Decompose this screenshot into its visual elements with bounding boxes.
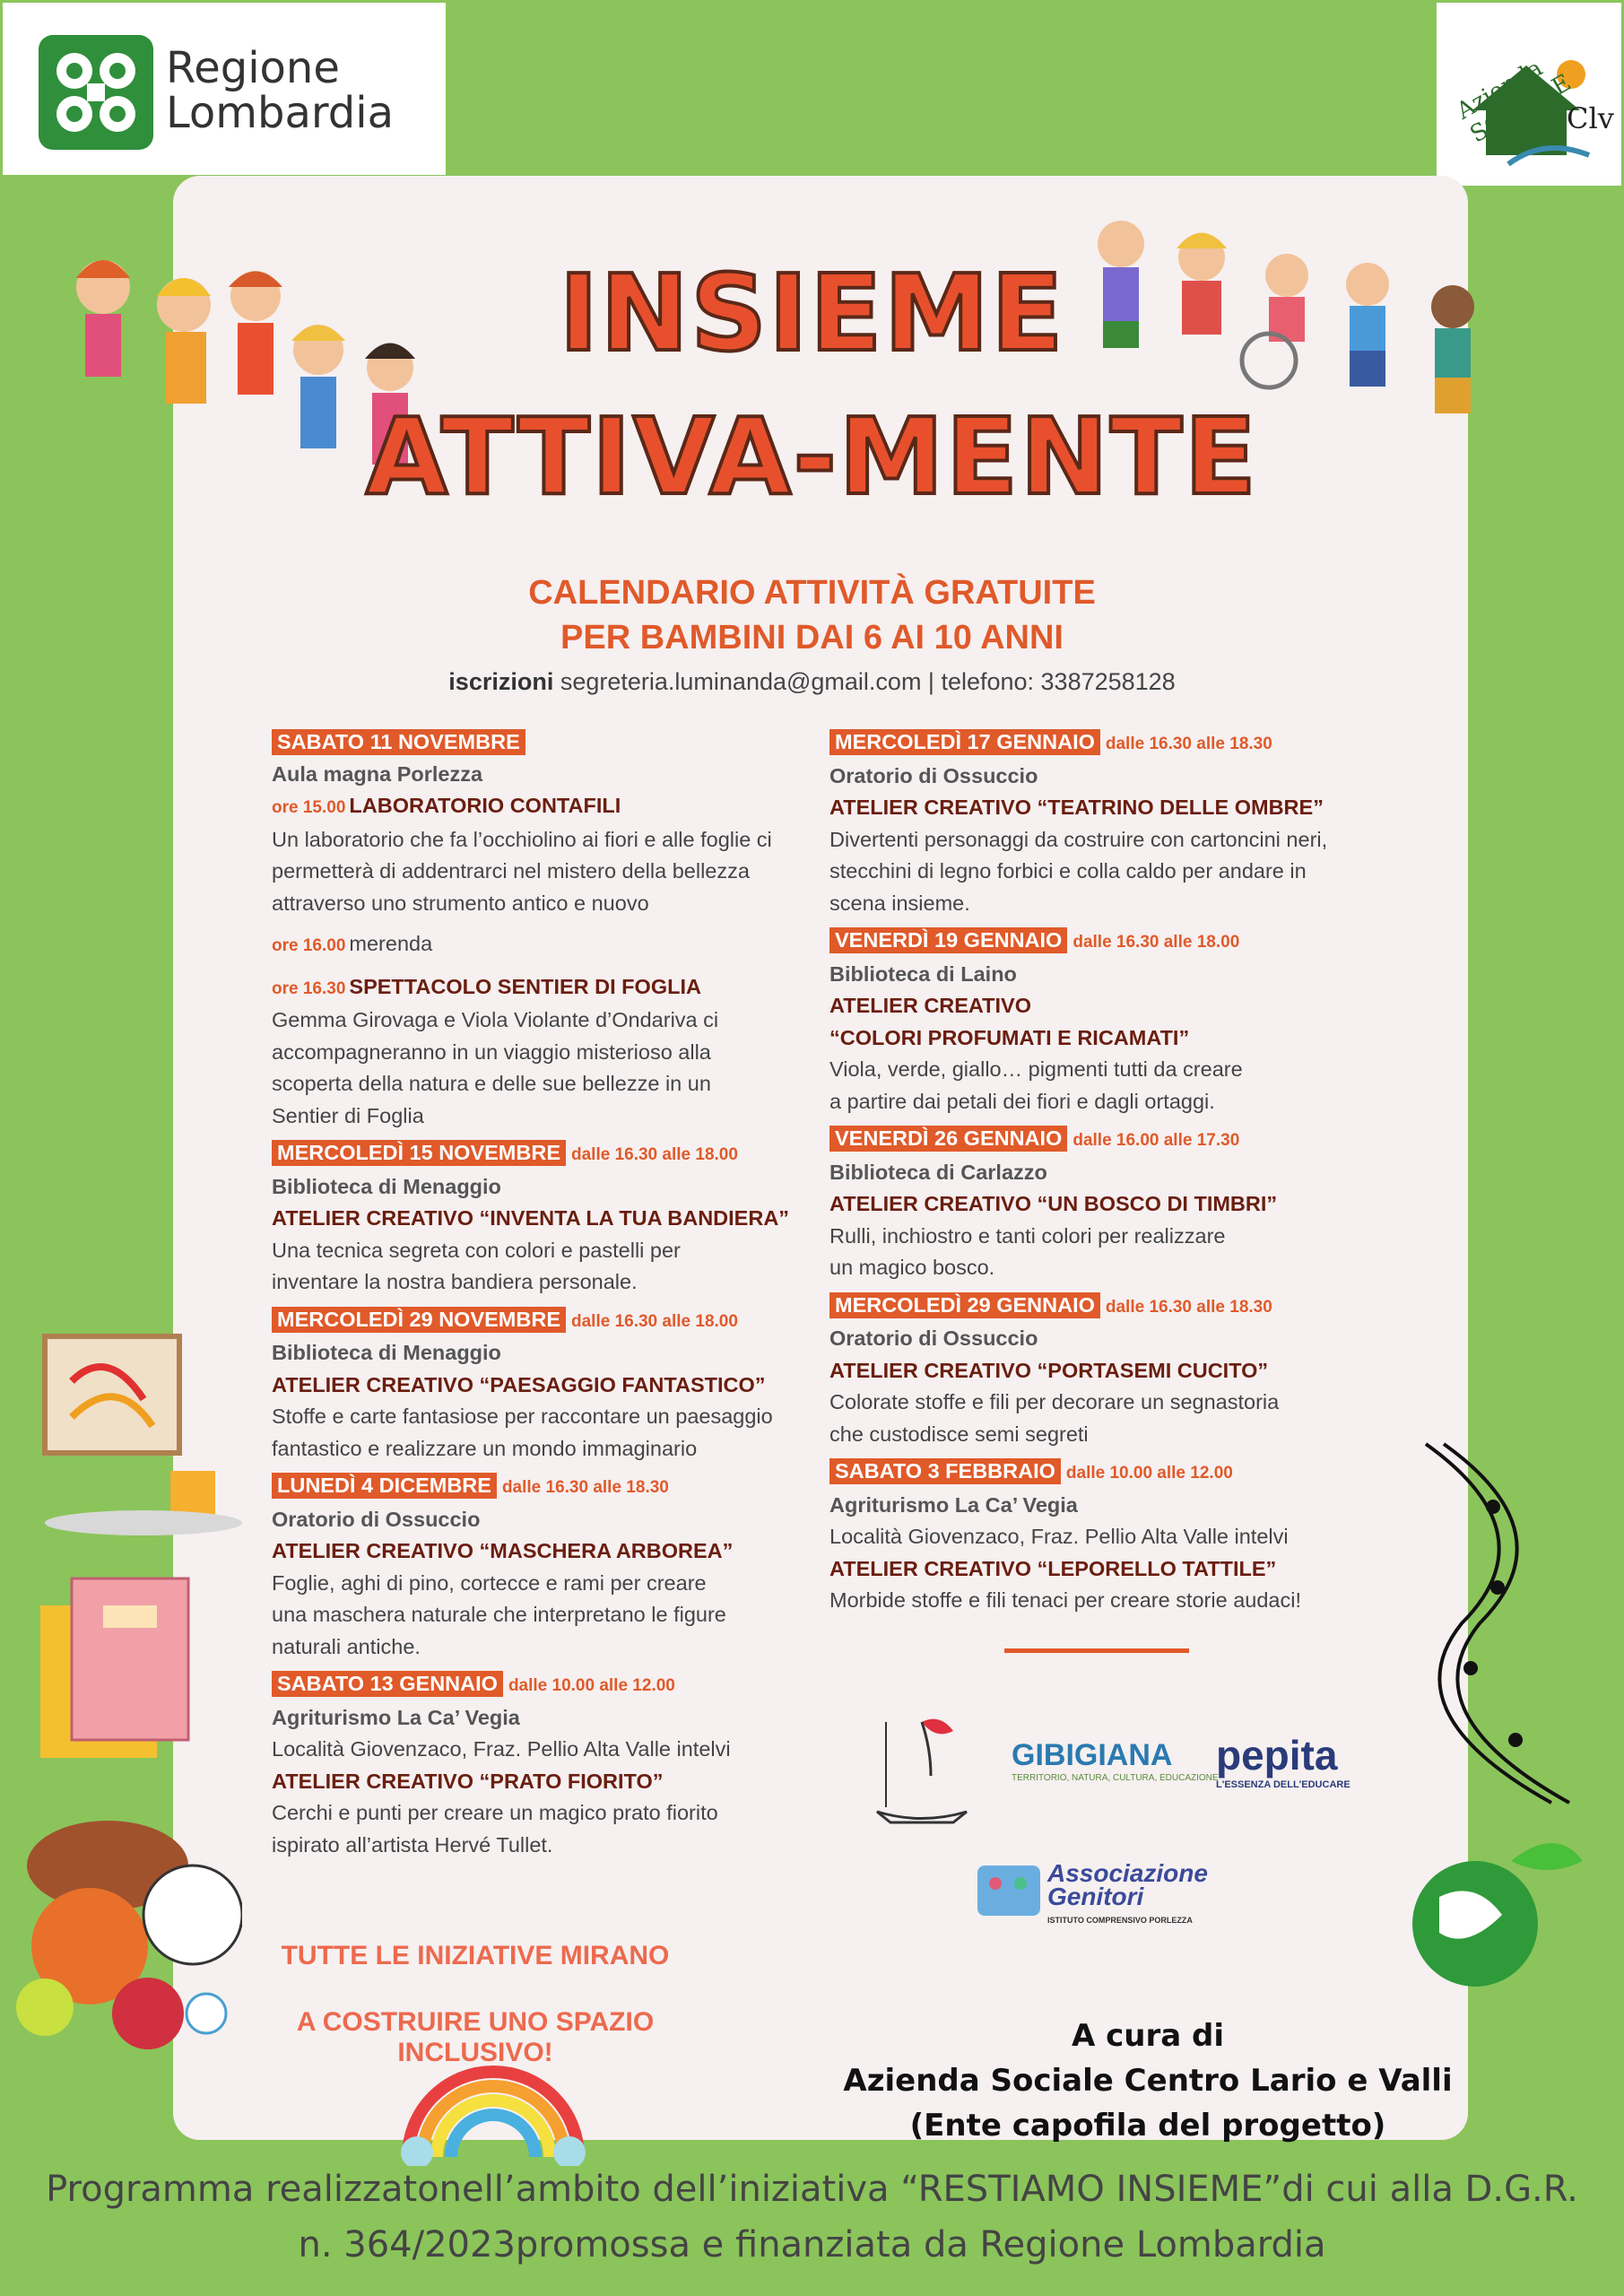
event-item: [829, 1123, 1385, 1284]
event-hours: dalle 16.30 alle 18.00: [1073, 933, 1240, 952]
event-place: Biblioteca di Laino: [829, 961, 1017, 986]
event-description: Rulli, inchiostro e tanti colori per realizzare un magico bosco.: [829, 1223, 1226, 1279]
event-activity: ATELIER CREATIVO “PRATO FIORITO”: [272, 1769, 664, 1793]
regione-lombardia-mark-icon: [39, 35, 153, 150]
footer: [0, 2161, 1624, 2273]
event-hours: dalle 16.30 alle 18.00: [571, 1311, 738, 1331]
event-hours: dalle 16.30 alle 18.30: [1105, 735, 1272, 753]
event-place: Biblioteca di Carlazzo: [829, 1160, 1047, 1184]
title-line-1: INSIEME: [559, 251, 1065, 375]
footer-line-2: n. 364/2023promossa e finanziata da Regione Lombardia: [298, 2224, 1326, 2266]
music-notes-icon: [1408, 1426, 1587, 1821]
event-place: Oratorio di Ossuccio: [829, 763, 1038, 787]
credits-line-1: A cura di: [1071, 2018, 1225, 2054]
event-item: [829, 1290, 1385, 1451]
event-item: [272, 726, 810, 1132]
gibigiana-tagline: TERRITORIO, NATURA, CULTURA, EDUCAZIONE: [1012, 1773, 1219, 1783]
event-date: MERCOLEDÌ 15 NOVEMBRE: [272, 1140, 566, 1166]
event-date: VENERDÌ 19 GENNAIO: [829, 927, 1067, 953]
event-activity: ATELIER CREATIVO “PAESAGGIO FANTASTICO”: [272, 1372, 766, 1396]
event-hours: dalle 10.00 alle 12.00: [1065, 1464, 1233, 1483]
event-activity-title: “COLORI PROFUMATI E RICAMATI”: [829, 1025, 1190, 1049]
notebooks-icon: [31, 1570, 202, 1776]
event-description: Foglie, aghi di pino, cortecce e rami per creare una maschera naturale che interpretano le figure naturali antiche.: [272, 1570, 726, 1658]
inclusive-line-1: TUTTE LE INIZIATIVE MIRANO: [281, 1941, 670, 1970]
inclusive-line-2: A COSTRUIRE UNO SPAZIO INCLUSIVO!: [296, 2007, 655, 2067]
event-activity: ATELIER CREATIVO: [829, 994, 1031, 1017]
event-place: Oratorio di Ossuccio: [829, 1326, 1038, 1350]
pepita-name: pepita: [1216, 1732, 1338, 1779]
event-time: ore 15.00: [272, 798, 346, 817]
event-description: Morbide stoffe e fili tenaci per creare storie audaci!: [829, 1588, 1301, 1612]
contacts: [0, 668, 1624, 696]
event-item: [272, 1137, 810, 1299]
event-date: SABATO 11 NOVEMBRE: [272, 729, 525, 755]
event-place: Biblioteca di Menaggio: [272, 1174, 501, 1198]
event-place: Aula magna Porlezza: [272, 761, 483, 786]
associazione-name: Associazione Genitori: [1047, 1859, 1208, 1910]
event-hours: dalle 16.30 alle 18.30: [501, 1478, 669, 1497]
associazione-genitori-icon: [976, 1862, 1042, 1923]
event-place: Agriturismo La Ca’ Vegia: [272, 1705, 520, 1729]
event-item: [829, 1456, 1385, 1617]
regione-lombardia-name: Regione Lombardia: [166, 43, 395, 138]
event-item: [829, 925, 1385, 1118]
event-date: MERCOLEDÌ 17 GENNAIO: [829, 729, 1100, 755]
event-hours: dalle 16.30 alle 18.30: [1105, 1297, 1272, 1317]
event-activity: ATELIER CREATIVO “LEPORELLO TATTILE”: [829, 1556, 1277, 1580]
event-date: MERCOLEDÌ 29 NOVEMBRE: [272, 1307, 566, 1333]
gibigiana-name: GIBIGIANA: [1012, 1738, 1173, 1772]
azienda-sociale-logo: [1437, 3, 1621, 186]
event-description: Una tecnica segreta con colori e pastelli per inventare la nostra bandiera personale.: [272, 1238, 681, 1293]
regione-lombardia-logo: [3, 3, 446, 175]
luminanda-logo-icon: [868, 1704, 976, 1830]
event-date: VENERDÌ 26 GENNAIO: [829, 1126, 1067, 1152]
title-line-2: ATTIVA-MENTE: [365, 395, 1259, 518]
easel-paint-icon: [36, 1327, 251, 1543]
associazione-genitori-logo: [1047, 1859, 1209, 1932]
event-activity: ATELIER CREATIVO “MASCHERA ARBOREA”: [272, 1539, 734, 1562]
event-item: [272, 1470, 810, 1663]
associazione-tagline: ISTITUTO COMPRENSIVO PORLEZZA: [1047, 1916, 1193, 1925]
event-description: Gemma Girovaga e Viola Violante d’Ondariva ci accompagneranno in un viaggio misterioso alla scoperta della natura e delle sue bellezze in un Sentier di Foglia: [272, 1008, 719, 1127]
event-location: Località Giovenzaco, Fraz. Pellio Alta Valle intelvi: [829, 1525, 1289, 1548]
azienda-clv-text: Clv: [1567, 101, 1614, 135]
event-activity: ATELIER CREATIVO “TEATRINO DELLE OMBRE”: [829, 796, 1324, 819]
event-hours: dalle 16.00 alle 17.30: [1073, 1131, 1240, 1150]
divider: [1004, 1648, 1189, 1653]
event-activity: merenda: [349, 932, 433, 955]
events-left-column: [272, 726, 810, 1866]
event-description: Stoffe e carte fantasiose per raccontare un paesaggio fantastico e realizzare un mondo immaginario: [272, 1405, 773, 1460]
event-item: [272, 1668, 810, 1861]
event-item: [272, 1304, 810, 1465]
credits-line-3: (Ente capofila del progetto): [909, 2108, 1386, 2144]
event-activity: ATELIER CREATIVO “UN BOSCO DI TIMBRI”: [829, 1192, 1278, 1215]
event-date: SABATO 13 GENNAIO: [272, 1671, 503, 1697]
event-activity: LABORATORIO CONTAFILI: [349, 794, 621, 817]
globe-icon: [1403, 1825, 1592, 1987]
event-place: Agriturismo La Ca’ Vegia: [829, 1492, 1078, 1517]
event-place: Biblioteca di Menaggio: [272, 1341, 501, 1364]
pepita-logo: [1216, 1731, 1350, 1790]
event-time: ore 16.00: [272, 936, 346, 955]
event-hours: dalle 16.30 alle 18.00: [571, 1145, 738, 1164]
event-description: Divertenti personaggi da costruire con cartoncini neri, stecchini di legno forbici e colla caldo per andare in scena insieme.: [829, 827, 1328, 915]
gibigiana-logo: [1012, 1738, 1219, 1783]
event-description: Cerchi e punti per creare un magico prato fiorito ispirato all’artista Hervé Tullet.: [272, 1801, 718, 1857]
event-place: Oratorio di Ossuccio: [272, 1507, 481, 1531]
event-description: Colorate stoffe e fili per decorare un segnastoria che custodisce semi segreti: [829, 1390, 1280, 1446]
contacts-text: segreteria.luminanda@gmail.com | telefono: 3387258128: [560, 668, 1176, 695]
contacts-label: iscrizioni: [448, 668, 554, 695]
event-location: Località Giovenzaco, Fraz. Pellio Alta Valle intelvi: [272, 1737, 731, 1761]
sports-balls-icon: [9, 1812, 242, 2054]
event-item: [829, 726, 1385, 919]
event-date: LUNEDÌ 4 DICEMBRE: [272, 1473, 497, 1499]
credits-line-2: Azienda Sociale Centro Lario e Valli: [843, 2063, 1453, 2099]
event-date: MERCOLEDÌ 29 GENNAIO: [829, 1292, 1100, 1318]
events-right-column: [829, 726, 1385, 1622]
event-activity: ATELIER CREATIVO “INVENTA LA TUA BANDIERA”: [272, 1206, 790, 1230]
event-activity: SPETTACOLO SENTIER DI FOGLIA: [349, 974, 701, 998]
event-description: Un laboratorio che fa l’occhiolino ai fiori e alle foglie ci permetterà di addentrarci nel mistero della bellezza attraverso uno strumento antico e nuovo: [272, 827, 772, 915]
pepita-tagline: L'ESSENZA DELL'EDUCARE: [1216, 1779, 1350, 1790]
credits: [843, 2013, 1453, 2148]
event-time: ore 16.30: [272, 978, 346, 998]
footer-line-1: Programma realizzatonell’ambito dell’iniziativa “RESTIAMO INSIEME”di cui alla D.G.R.: [46, 2169, 1578, 2210]
azienda-sociale-text: Azienda SOCIALE: [1452, 54, 1576, 149]
event-description: Viola, verde, giallo… pigmenti tutti da creare a partire dai petali dei fiori e dagli ortaggi.: [829, 1057, 1243, 1113]
event-date: SABATO 3 FEBBRAIO: [829, 1458, 1061, 1484]
subtitle-line-1: CALENDARIO ATTIVITÀ GRATUITE: [528, 574, 1096, 612]
event-activity: ATELIER CREATIVO “PORTASEMI CUCITO”: [829, 1358, 1269, 1382]
event-hours: dalle 10.00 alle 12.00: [508, 1676, 675, 1695]
subtitle-line-2: PER BAMBINI DAI 6 AI 10 ANNI: [560, 619, 1064, 657]
